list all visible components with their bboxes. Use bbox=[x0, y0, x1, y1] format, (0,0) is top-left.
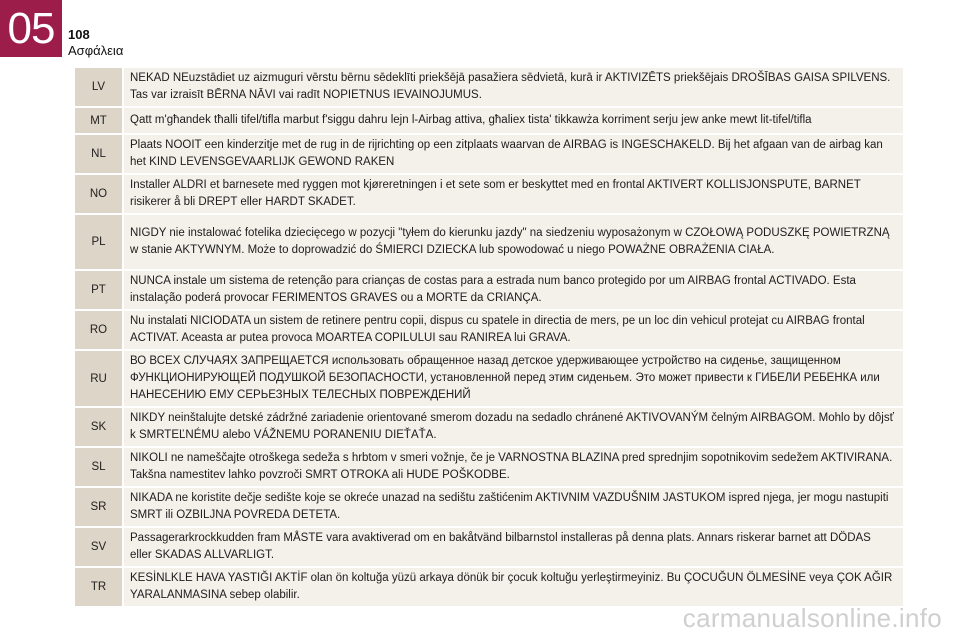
language-code: SV bbox=[75, 528, 124, 568]
warning-rows bbox=[75, 68, 903, 608]
table-row bbox=[75, 215, 903, 271]
language-code: PT bbox=[75, 271, 124, 311]
table-row bbox=[75, 408, 903, 448]
warning-text: Qatt m'għandek tħalli tifel/tifla marbut f'siggu dahru lejn l-Airbag attiva, għaliex tista' tikkawża korriment serju jew anke mewt lit-tifel/tifla bbox=[124, 108, 903, 135]
language-code: NO bbox=[75, 175, 124, 215]
language-code: SR bbox=[75, 488, 124, 528]
warning-text: ВО ВСЕХ СЛУЧАЯХ ЗАПРЕЩАЕТСЯ использовать обращенное назад детское удерживающее устройство на сиденье, защищенном ФУНКЦИОНИРУЮЩЕЙ ПОДУШКОЙ БЕЗОПАСНОСТИ, установленной перед этим сиденьем. Это может привести к ГИБЕЛИ РЕБЕНКА или НАНЕСЕНИЮ ЕМУ СЕРЬЕЗНЫХ ТЕЛЕСНЫХ ПОВРЕЖДЕНИЙ bbox=[124, 351, 903, 408]
warning-text: NIKOLI ne nameščajte otroškega sedeža s hrbtom v smeri vožnje, če je VARNOSTNA BLAZINA pred sprednjim sopotnikovim sedežem AKTIVIRANA. Takšna namestitev lahko povzroči SMRT OTROKA ali HUDE POŠKODBE. bbox=[124, 448, 903, 488]
table-row bbox=[75, 448, 903, 488]
warning-text: Installer ALDRI et barnesete med ryggen mot kjøreretningen i et sete som er beskyttet med en frontal AKTIVERT KOLLISJONSPUTE, BARNET risikerer å bli DREPT eller HARDT SKADET. bbox=[124, 175, 903, 215]
warning-text: KESİNLKLE HAVA YASTIĞI AKTİF olan ön koltuğa yüzü arkaya dönük bir çocuk koltuğu yerleştirmeyiniz. Bu ÇOCUĞUN ÖLMESİNE veya ÇOK AĞIR YARALANMASINA sebep olabilir. bbox=[124, 568, 903, 608]
language-code: RO bbox=[75, 311, 124, 351]
language-code: LV bbox=[75, 68, 124, 108]
section-title: Ασφάλεια bbox=[68, 43, 124, 58]
table-row bbox=[75, 528, 903, 568]
language-code: NL bbox=[75, 135, 124, 175]
table-row bbox=[75, 68, 903, 108]
table-row bbox=[75, 488, 903, 528]
table-row bbox=[75, 135, 903, 175]
language-code: RU bbox=[75, 351, 124, 408]
warning-text: Nu instalati NICIODATA un sistem de retinere pentru copii, dispus cu spatele in directia de mers, pe un loc din vehicul protejat cu AIRBAG frontal ACTIVAT. Aceasta ar putea provoca MOARTEA COPILULUI sau RANIREA lui GRAVA. bbox=[124, 311, 903, 351]
table-row bbox=[75, 351, 903, 408]
language-code: PL bbox=[75, 215, 124, 271]
language-code: TR bbox=[75, 568, 124, 608]
table-row bbox=[75, 108, 903, 135]
warning-text: NUNCA instale um sistema de retenção para crianças de costas para a estrada num banco protegido por um AIRBAG frontal ACTIVADO. Esta instalação poderá provocar FERIMENTOS GRAVES ou a MORTE da CRIANÇA. bbox=[124, 271, 903, 311]
table-row bbox=[75, 271, 903, 311]
language-code: SK bbox=[75, 408, 124, 448]
warning-text: NEKAD NEuzstādiet uz aizmuguri vērstu bērnu sēdeklīti priekšējā pasažiera sēdvietā, kurā ir AKTIVIZĒTS priekšējais DROŠĪBAS GAISA SPILVENS. Tas var izraisīt BĒRNA NĀVI vai radīt NOPIETNUS IEVAINOJUMUS. bbox=[124, 68, 903, 108]
airbag-warning-table bbox=[75, 68, 903, 608]
page-number: 108 bbox=[68, 27, 90, 42]
language-code: MT bbox=[75, 108, 124, 135]
warning-text: Passagerarkrockkudden fram MÅSTE vara avaktiverad om en bakåtvänd bilbarnstol installeras på denna plats. Annars riskerar barnet att DÖDAS eller SKADAS ALLVARLIGT. bbox=[124, 528, 903, 568]
language-code: SL bbox=[75, 448, 124, 488]
warning-text: NIKDY neinštalujte detské zádržné zariadenie orientované smerom dozadu na sedadlo chránené AKTIVOVANÝM čelným AIRBAGOM. Mohlo by dôjsť k SMRTEĽNÉMU alebo VÁŽNEMU PORANENIU DIEŤAŤA. bbox=[124, 408, 903, 448]
warning-text: NIGDY nie instalować fotelika dziecięcego w pozycji "tyłem do kierunku jazdy" na siedzeniu wyposażonym w CZOŁOWĄ PODUSZKĘ POWIETRZNĄ w stanie AKTYWNYM. Może to doprowadzić do ŚMIERCI DZIECKA lub spowodować u niego POWAŻNE OBRAŻENIA CIAŁA. bbox=[124, 215, 903, 271]
table-row bbox=[75, 175, 903, 215]
warning-text: NIKADA ne koristite dečje sedište koje se okreće unazad na sedištu zaštićenim AKTIVNIM VAZDUŠNIM JASTUKOM ispred njega, jer mogu nastupiti SMRT ili OZBILJNA POVREDA DETETA. bbox=[124, 488, 903, 528]
watermark-text: carmanualsonline.info bbox=[682, 603, 942, 633]
table-row bbox=[75, 311, 903, 351]
chapter-tab: 05 bbox=[0, 0, 62, 57]
warning-text: Plaats NOOIT een kinderzitje met de rug in de rijrichting op een zitplaats waarvan de AIRBAG is INGESCHAKELD. Bij het afgaan van de airbag kan het KIND LEVENSGEVAARLIJK GEWOND RAKEN bbox=[124, 135, 903, 175]
table-row bbox=[75, 568, 903, 608]
